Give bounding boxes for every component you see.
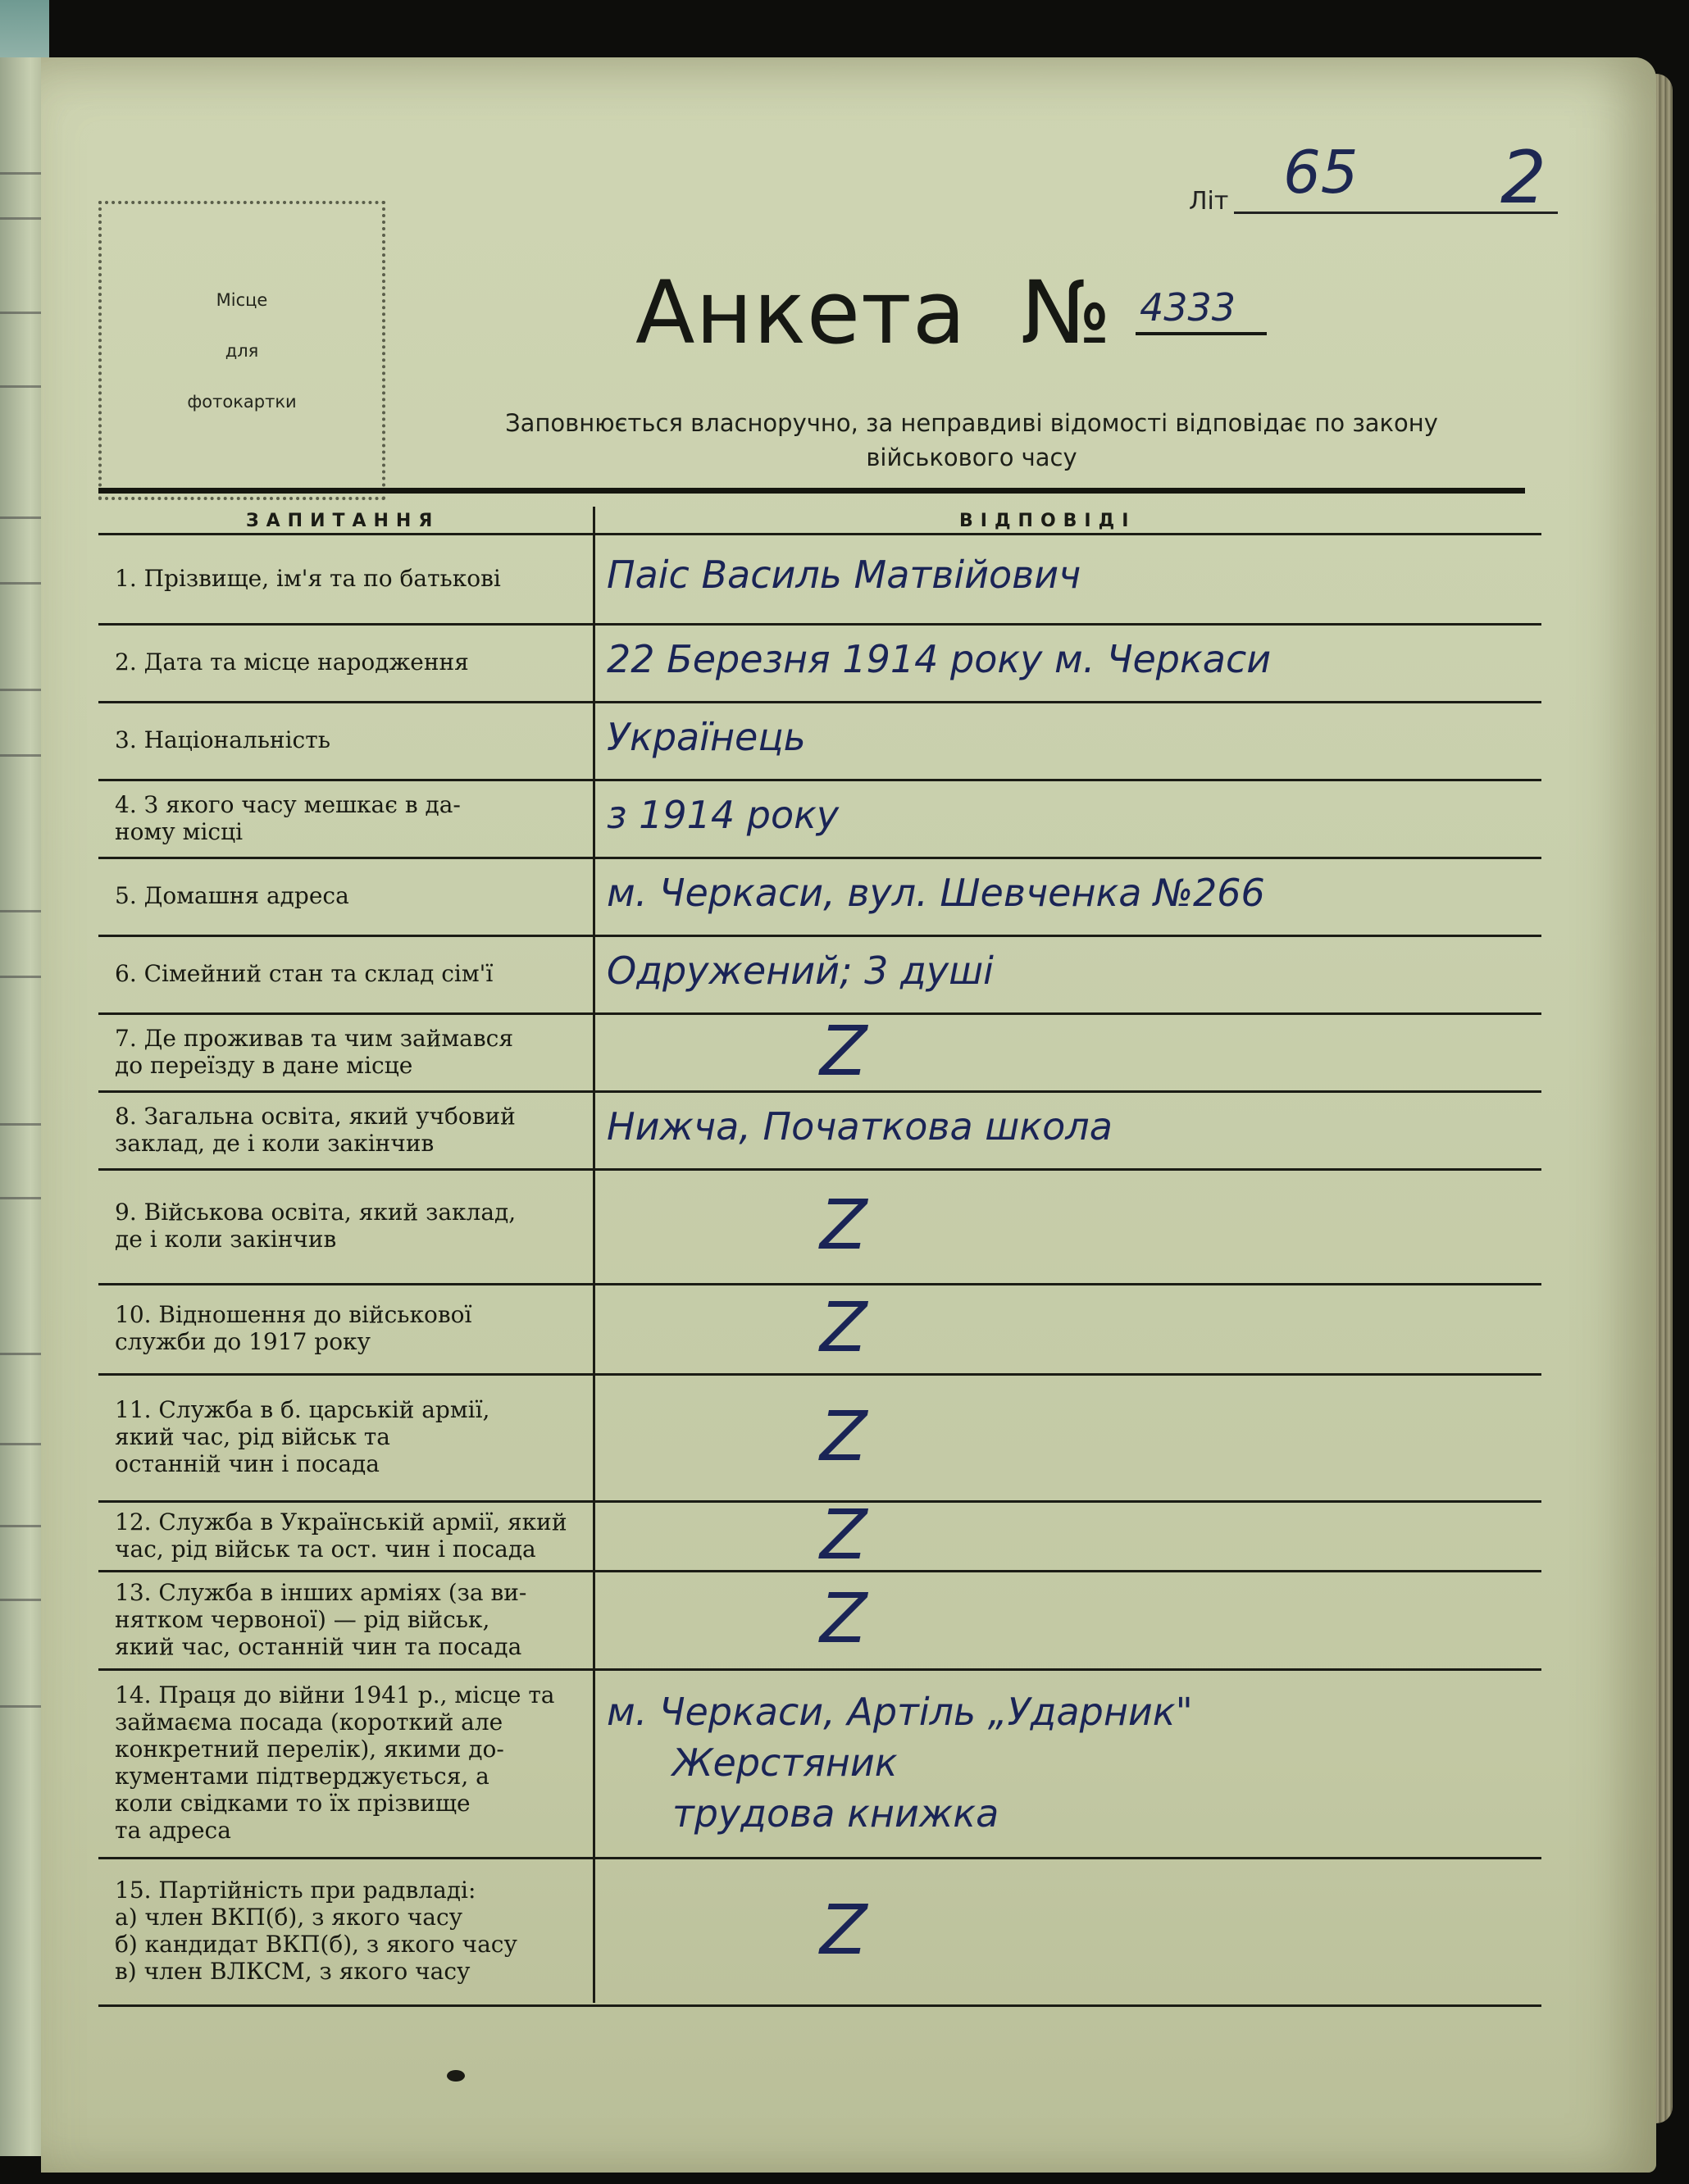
ink-blot — [447, 2070, 465, 2082]
answer-10 — [820, 1287, 867, 1367]
question-15 — [115, 1877, 615, 1985]
answer-line: з 1914 року — [607, 792, 840, 837]
question-line: кументами підтверджується, а — [115, 1763, 489, 1790]
answer-8 — [607, 1104, 1113, 1149]
form-number-underline — [1136, 332, 1267, 335]
question-9 — [115, 1199, 615, 1253]
instructions-line2: військового часу — [866, 444, 1077, 471]
question-line: де і коли закінчив — [115, 1226, 337, 1253]
photo-label-line3: фотокартки — [187, 391, 297, 412]
question-6 — [115, 960, 615, 987]
lit-page: 2 — [1500, 135, 1546, 220]
row-rule — [98, 857, 1541, 859]
form-instructions — [414, 406, 1529, 475]
lit-label: Літ — [1189, 187, 1229, 216]
question-line: 9. Військова освіта, який заклад, — [115, 1199, 517, 1226]
question-2 — [115, 648, 615, 676]
question-line: нятком червоної) — рід військ, — [115, 1605, 490, 1633]
instructions-line1: Заповнюється власноручно, за неправдиві відомості відповідає по закону — [505, 409, 1438, 437]
question-3 — [115, 726, 615, 753]
question-line: час, рід військ та ост. чин і посада — [115, 1535, 536, 1563]
answer-2 — [607, 637, 1271, 681]
answer-1 — [607, 553, 1081, 597]
question-line: 1. Прізвище, ім'я та по батькові — [115, 564, 501, 592]
question-line: який час, рід військ та — [115, 1423, 390, 1450]
question-line: який час, останній чин та посада — [115, 1632, 522, 1660]
photo-label-line1: Місце — [216, 289, 268, 310]
question-line: конкретний перелік), якими до- — [115, 1736, 504, 1763]
form-title: Анкета — [635, 262, 967, 363]
question-line: 14. Праця до війни 1941 р., місце та — [115, 1681, 555, 1709]
question-1 — [115, 565, 615, 592]
row-rule — [98, 779, 1541, 781]
row-rule — [98, 935, 1541, 937]
answer-line: трудова книжка — [672, 1791, 999, 1836]
answer-line: Українець — [607, 714, 806, 759]
question-line: до переїзду в дане місце — [115, 1051, 413, 1079]
table-top-rule — [98, 488, 1525, 494]
answer-line: м. Черкаси, Артіль „Ударник" — [607, 1690, 1193, 1734]
question-line: в) член ВЛКСМ, з якого часу — [115, 1958, 471, 1985]
question-line: ному місці — [115, 817, 244, 845]
row-rule — [98, 2004, 1541, 2007]
dash-mark: Z — [820, 1395, 867, 1476]
question-13 — [115, 1579, 615, 1660]
row-rule — [98, 623, 1541, 626]
answer-3 — [607, 715, 806, 759]
photo-label-line2: для — [225, 340, 259, 361]
question-4 — [115, 791, 615, 845]
question-line: 3. Національність — [115, 726, 330, 753]
answer-11 — [820, 1396, 867, 1476]
question-line: а) член ВКП(б), з якого часу — [115, 1904, 463, 1931]
row-rule — [98, 1668, 1541, 1671]
answer-line: Нижча, Початкова школа — [607, 1103, 1113, 1149]
question-5 — [115, 882, 615, 909]
question-line: служби до 1917 року — [115, 1328, 371, 1355]
question-line: 2. Дата та місце народження — [115, 648, 469, 676]
answer-line: Жерстяник — [672, 1740, 898, 1785]
question-line: 8. Загальна освіта, який учбовий — [115, 1102, 516, 1130]
photo-placeholder — [98, 201, 385, 500]
question-line: 7. Де проживав та чим займався — [115, 1024, 513, 1052]
row-rule — [98, 533, 1541, 535]
answer-line: Паіс Василь Матвійович — [607, 553, 1081, 597]
question-line: 11. Служба в б. царській армії, — [115, 1396, 490, 1423]
form-number: 4333 — [1140, 285, 1236, 330]
answer-9 — [820, 1185, 867, 1265]
question-line: б) кандидат ВКП(б), з якого часу — [115, 1931, 517, 1958]
answer-12 — [820, 1495, 867, 1575]
dash-mark: Z — [820, 1185, 867, 1265]
questions-header: ЗАПИТАННЯ — [246, 511, 440, 531]
dash-mark: Z — [820, 1578, 867, 1658]
lit-number: 65 — [1283, 138, 1359, 207]
answer-line: Одружений; 3 душі — [607, 948, 994, 993]
dash-mark: Z — [820, 1494, 867, 1575]
question-8 — [115, 1103, 615, 1157]
answer-4 — [607, 793, 839, 837]
question-11 — [115, 1396, 615, 1477]
row-rule — [98, 1283, 1541, 1285]
answers-header: ВІДПОВІДІ — [959, 511, 1136, 531]
question-12 — [115, 1508, 615, 1563]
row-rule — [98, 1373, 1541, 1376]
answer-line: м. Черкаси, вул. Шевченка №266 — [607, 870, 1265, 915]
question-14 — [115, 1681, 615, 1844]
row-rule — [98, 1857, 1541, 1859]
question-line: займаєма посада (короткий але — [115, 1709, 503, 1736]
answer-13 — [820, 1578, 867, 1658]
question-line: 15. Партійність при радвладі: — [115, 1877, 476, 1904]
dash-mark: Z — [820, 1010, 867, 1091]
question-line: коли свідками то їх прізвище — [115, 1790, 471, 1817]
dash-mark: Z — [820, 1890, 867, 1970]
question-line: 13. Служба в інших арміях (за ви- — [115, 1578, 527, 1606]
question-10 — [115, 1301, 615, 1355]
question-line: 5. Домашня адреса — [115, 882, 349, 909]
question-line: заклад, де і коли закінчив — [115, 1129, 435, 1157]
row-rule — [98, 1168, 1541, 1171]
dash-mark: Z — [820, 1287, 867, 1367]
question-7 — [115, 1025, 615, 1079]
question-line: останній чин і посада — [115, 1450, 380, 1477]
answer-5 — [607, 871, 1265, 915]
question-line: 10. Відношення до військової — [115, 1301, 472, 1328]
answer-6 — [607, 949, 994, 993]
row-rule — [98, 701, 1541, 703]
answer-line: 22 Березня 1914 року м. Черкаси — [607, 636, 1272, 681]
answer-14 — [607, 1686, 1193, 1839]
question-line: 6. Сімейний стан та склад сім'ї — [115, 960, 494, 987]
question-line: та адреса — [115, 1817, 231, 1844]
question-line: 4. З якого часу мешкає в да- — [115, 790, 461, 818]
number-sign: № — [1021, 262, 1112, 363]
question-line: 12. Служба в Українській армії, який — [115, 1508, 567, 1536]
answer-15 — [820, 1890, 867, 1970]
answer-7 — [820, 1011, 867, 1091]
